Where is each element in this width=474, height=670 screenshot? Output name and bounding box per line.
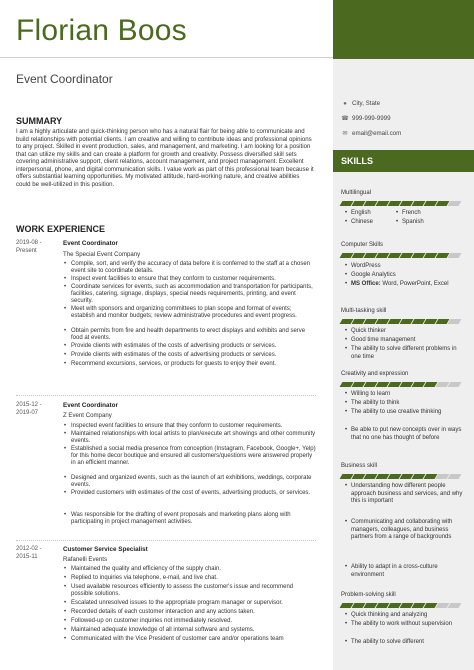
job-bullet: • Maintained adequate knowledge of all internal software and systems. xyxy=(71,627,316,634)
skill-rating xyxy=(341,382,460,387)
header-divider xyxy=(0,57,333,58)
header-accent-block xyxy=(333,0,474,59)
job-bullet: • Maintained the quality and efficiency of the supply chain. xyxy=(71,566,316,573)
job-separator xyxy=(16,540,316,542)
rating-segment xyxy=(448,201,462,206)
contact-phone xyxy=(341,115,391,122)
skill-item: • Google Analytics xyxy=(351,272,396,280)
job-bullet: • Provided customers with estimates of the cost of events, advertising products, or services. xyxy=(71,490,316,497)
skill-item: • The ability to use creative thinking xyxy=(351,409,463,417)
ms-office-label: MS Office: xyxy=(351,281,381,287)
rating-segment xyxy=(448,382,462,387)
job-role: Event Coordinator xyxy=(63,240,118,247)
skill-category-business: Business skill xyxy=(341,463,378,469)
job-date xyxy=(16,546,42,561)
job-bullet: • Inspect event facilities to ensure that they conform to customer requirements. xyxy=(71,276,316,283)
skill-item: • French xyxy=(402,210,421,218)
job-bullet: • Was responsible for the drafting of event proposals and marketing plans along with participating in project management activities. xyxy=(71,512,316,526)
job-bullet: • Provide clients with estimates of the costs of advertising products or services. xyxy=(71,352,316,359)
skill-item: • Communicating and collaborating with managers, colleagues, and business partners from a range of backgrounds xyxy=(351,519,463,542)
skill-item: • Willing to learn xyxy=(351,391,466,399)
email-icon: ✉ xyxy=(342,131,348,137)
skill-item: • The ability to solve different problems in one time xyxy=(351,346,463,361)
job-bullet: • Followed-up on customer inquiries not immediately resolved. xyxy=(71,618,316,625)
skill-item: • Good time management xyxy=(351,337,466,345)
summary-heading: SUMMARY xyxy=(16,116,63,126)
rating-segment xyxy=(448,319,462,324)
rating-segment xyxy=(448,603,462,608)
skill-rating xyxy=(341,201,460,206)
summary-text: I am a highly articulate and quick-thinking person who has a natural flair for being able to communicate and build relationships with potential clients. I am creative and willing to contribute ideas and professional opinions to any project. Skilled in event production, sales, and management, and marketing. I am looking for a position that can utilize my skills and can create a platform for growth and creativity. Possess diversified skill sets covering administrative support, client relations, account management, and project management. Excellent interpersonal, phone, and digital communication skills. I value work as part of this professional team because it offers substantial learning opportunities. My motivated attitude, hard-working nature, and creative abilities could be well-utilized in this position. xyxy=(16,128,314,188)
skill-item: • The ability to work without supervision xyxy=(351,621,463,629)
job-bullet: • Compile, sort, and verify the accuracy of data before it is conferred to the staff at a chosen event site to coordinate details. xyxy=(71,261,316,275)
job-bullet: • Replied to inquiries via telephone, e-mail, and live chat. xyxy=(71,575,316,582)
job-bullet: • Meet with sponsors and organizing committees to plan scope and format of events; establish and monitor budgets; review administrative procedures and event progress. xyxy=(71,306,316,320)
skill-item-ms-office xyxy=(351,281,463,289)
phone-icon: ☎ xyxy=(341,116,349,122)
skill-category-multitasking: Multi-tasking skill xyxy=(341,308,387,314)
contact-location xyxy=(341,100,380,107)
skill-item: • The ability to think xyxy=(351,400,466,408)
candidate-name: Florian Boos xyxy=(16,14,187,47)
skill-rating xyxy=(341,474,460,479)
skill-rating xyxy=(341,603,460,608)
job-bullet: • Used available resources efficiently to assess the customer's issue and recommend possible solutions. xyxy=(71,584,316,598)
job-company: The Special Event Company xyxy=(63,251,141,258)
job-bullet: • Recommend excursions, services, or products for guests to enjoy their event. xyxy=(71,361,316,368)
skill-item: • Quick thinker xyxy=(351,328,466,336)
contact-email-text[interactable]: email@email.com xyxy=(352,130,402,137)
job-date-end: Present xyxy=(16,247,37,254)
skill-item: • Be able to put new concepts over in ways that no one has thought of before xyxy=(351,427,463,442)
job-separator xyxy=(16,395,316,397)
skill-item: • Understanding how different people approach business and services, and why this is important xyxy=(351,483,463,506)
location-icon: ● xyxy=(343,100,347,107)
job-title: Event Coordinator xyxy=(16,72,113,86)
rating-segment xyxy=(448,474,462,479)
skill-category-creativity: Creativity and expression xyxy=(341,371,409,377)
skill-rating xyxy=(341,253,460,258)
job-date xyxy=(16,402,42,417)
contact-phone-text: 999-999-9999 xyxy=(352,115,391,122)
skill-item: • Spanish xyxy=(402,219,424,227)
skill-item: • English xyxy=(351,210,371,218)
skill-item: • The ability to solve different xyxy=(351,639,466,647)
resume-header xyxy=(0,0,333,98)
job-bullet: • Coordinate services for events, such as accommodation and transportation for participants, facilities, catering, signage, displays, special needs requirements, printing, and event security. xyxy=(71,284,316,305)
skill-category-computer: Computer Skills xyxy=(341,242,384,248)
job-bullet: • Recorded details of each customer interaction and any actions taken. xyxy=(71,609,316,616)
contact-email xyxy=(341,130,401,137)
job-bullet: • Escalated unresolved issues to the appropriate program manager or supervisor. xyxy=(71,600,316,607)
job-date-start: 2012-02 - xyxy=(16,546,42,552)
work-experience-heading: WORK EXPERIENCE xyxy=(16,224,106,234)
job-role: Event Coordinator xyxy=(63,402,118,409)
job-bullet: • Inspected event facilities to ensure that they conform to customer requirements. xyxy=(71,423,316,430)
job-bullet: • Designed and organized events, such as the launch of art exhibitions, weddings, corporate events. xyxy=(71,475,316,489)
job-role: Customer Service Specialist xyxy=(63,546,148,553)
job-date-end: 2015-11 xyxy=(16,553,38,560)
skill-item: • Ability to adapt in a cross-culture environment xyxy=(351,564,463,579)
job-company: Rafanelli Events xyxy=(63,556,108,563)
job-bullet: • Maintained relationships with local artists to plan/execute art showings and other community events. xyxy=(71,431,316,445)
ms-office-text: Word, PowerPoint, Excel xyxy=(382,281,449,287)
job-date-start: 2015-12 - xyxy=(16,402,42,408)
skill-rating xyxy=(341,319,460,324)
rating-segment xyxy=(448,253,462,258)
job-company: Z Event Company xyxy=(63,412,112,419)
job-bullet: • Obtain permits from fire and health departments to erect displays and exhibits and serve food at events. xyxy=(71,328,316,342)
job-bullet: • Communicated with the Vice President of customer care and/or operations team xyxy=(71,636,316,643)
skill-category-multilingual: Multilingual xyxy=(341,190,372,196)
skills-heading: SKILLS xyxy=(341,156,374,166)
skill-category-problem-solving: Problem-solving skill xyxy=(341,592,396,598)
job-date xyxy=(16,240,42,255)
skill-item: • Quick thinking and analyzing xyxy=(351,612,466,620)
job-date-end: 2019-07 xyxy=(16,409,39,416)
skill-item: • Chinese xyxy=(351,219,373,227)
skill-item: • WordPress xyxy=(351,263,381,271)
job-bullet: • Provide clients with estimates of the costs of advertising products or services. xyxy=(71,343,316,350)
job-bullet: • Established a social media presence from conception (Instagram, Facebook, Google+, Yelp) for this home decor boutique and ensured all customers/questions were answered properly in an efficient manner. xyxy=(71,446,316,467)
contact-location-text: City, State xyxy=(352,100,381,107)
job-date-start: 2019-08 - xyxy=(16,240,42,246)
